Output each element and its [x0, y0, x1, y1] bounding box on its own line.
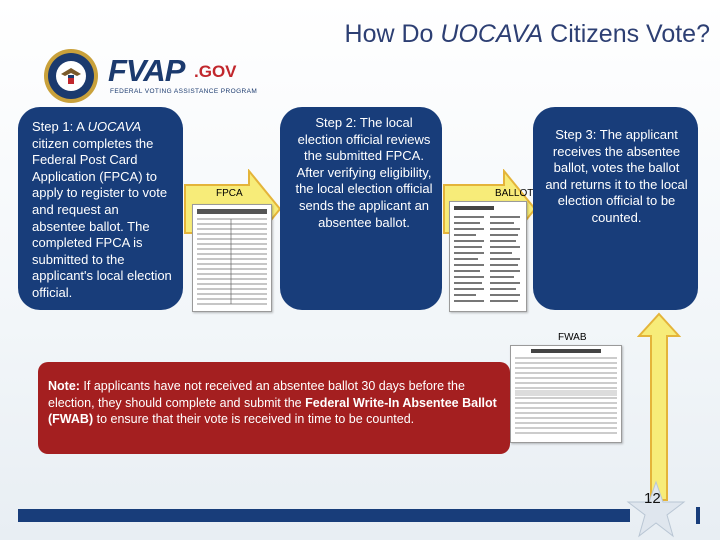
logo-wordmark: FVAP	[108, 53, 185, 88]
footer-tick	[696, 507, 700, 524]
step-2-box	[280, 107, 442, 310]
note-box	[38, 362, 510, 454]
step-1-prefix: Step 1: A	[32, 119, 88, 134]
ballot-label: BALLOT	[495, 188, 534, 199]
star-icon	[626, 480, 686, 540]
step-3-box	[533, 107, 698, 310]
note-text-2: to ensure that their vote is received in time to be counted.	[93, 412, 415, 426]
arrow-up-icon	[637, 312, 681, 502]
footer-bar	[18, 509, 630, 522]
slide-title	[230, 20, 710, 49]
title-prefix: How Do	[344, 20, 441, 48]
step-1-emphasis: UOCAVA	[87, 119, 142, 134]
title-emphasis: UOCAVA	[440, 20, 544, 48]
note-fwab-bold: Federal Write-In Absentee Ballot (FWAB)	[48, 395, 497, 426]
step-1-text: citizen completes the Federal Post Card Application (FPCA) to apply to register to vote and request an absentee ballot. The completed FPCA is submitted to the applicant's local election official.	[32, 135, 172, 300]
step-3-text: Step 3: The applicant receives the absentee ballot, votes the ballot and returns it to the local election official to be counted.	[545, 127, 688, 225]
dod-seal-icon	[43, 48, 99, 104]
page-number: 12	[644, 490, 661, 507]
fwab-form-image	[510, 345, 622, 443]
ballot-image	[449, 201, 527, 312]
logo-gov: .GOV	[194, 62, 237, 81]
logo-tagline: FEDERAL VOTING ASSISTANCE PROGRAM	[110, 88, 258, 95]
fpca-label: FPCA	[216, 188, 243, 199]
fvap-logo	[108, 53, 258, 98]
note-text-1: If applicants have not received an absentee ballot 30 days before the election, they should complete and submit the	[48, 379, 465, 410]
fwab-label: FWAB	[558, 332, 587, 343]
note-label: Note:	[48, 379, 80, 393]
step-1-box	[18, 107, 183, 310]
step-2-text: Step 2: The local election official reviews the submitted FPCA. After verifying eligibility, the local election official sends the applicant an absentee ballot.	[295, 115, 433, 230]
fpca-form-image	[192, 204, 272, 312]
title-suffix: Citizens Vote?	[543, 20, 710, 48]
